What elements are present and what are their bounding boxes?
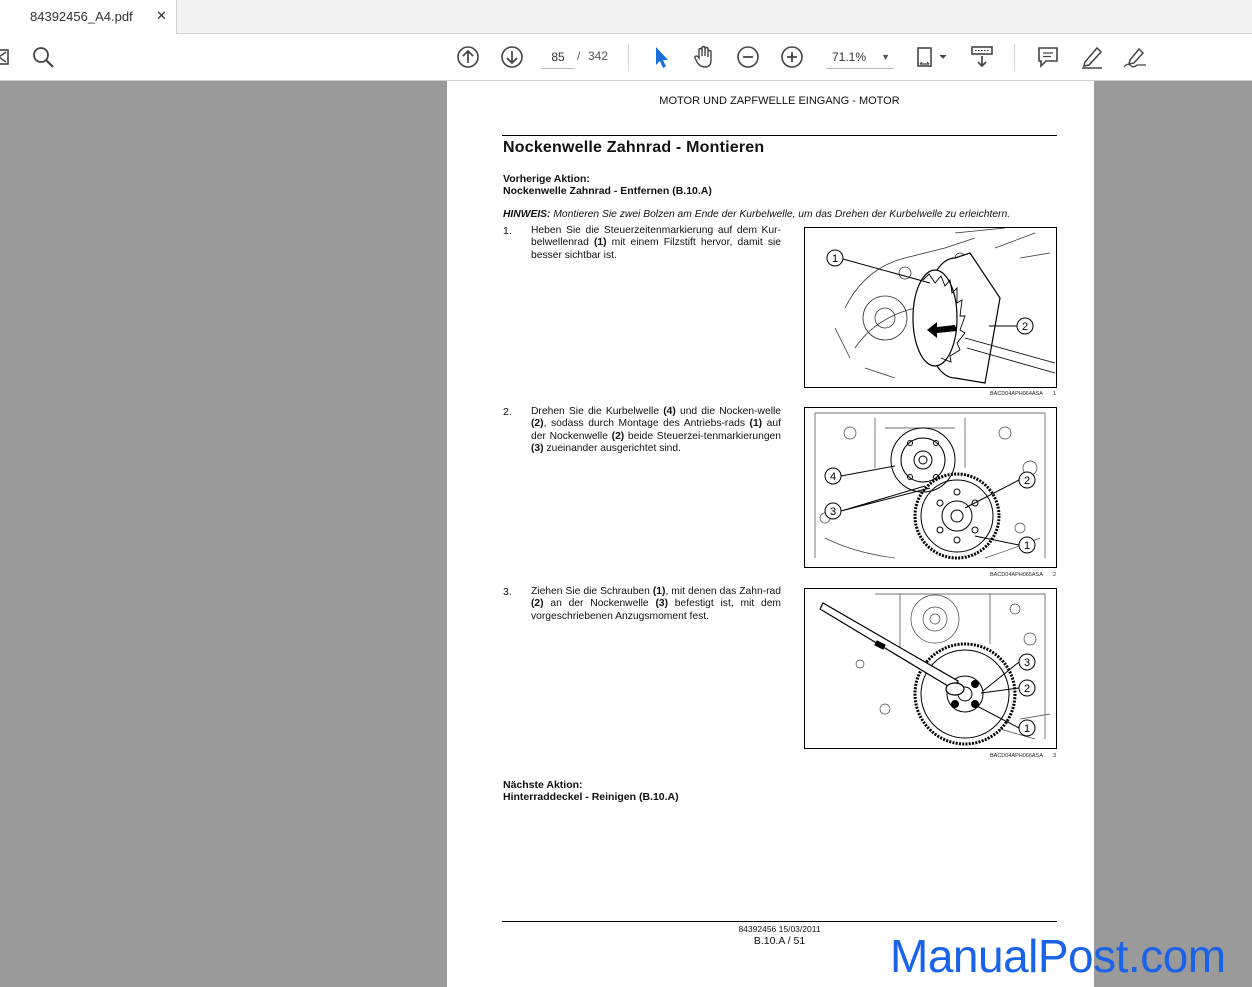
chevron-down-icon: ▼ (881, 52, 890, 62)
camshaft-gear-illustration (805, 228, 1056, 387)
figure-code: BACD04APH066ASA (990, 753, 1043, 759)
figure-callout: 1 (1023, 540, 1031, 552)
step-text-part: , sodass durch Montage des Antriebs-rads (543, 418, 750, 430)
step-text-part: mit einem Filzstift hervor, damit sie besser sichtbar ist. (531, 237, 781, 261)
step-text-part: zueinander ausgerichtet sind. (543, 443, 681, 455)
step-ref: (1) (652, 586, 666, 597)
previous-action-label: Vorherige Aktion: (503, 173, 590, 185)
toolbar-divider (1014, 44, 1015, 71)
zoom-out-icon[interactable] (735, 44, 761, 70)
step-number: 2. (503, 406, 512, 418)
footer-rule (502, 921, 1057, 922)
step-ref: (2) (611, 430, 625, 442)
running-header: MOTOR UND ZAPFWELLE EINGANG - MOTOR (659, 95, 900, 107)
step-text (531, 225, 781, 262)
note (503, 209, 1010, 220)
step-ref: (3) (531, 443, 544, 455)
figure-index: 2 (1053, 572, 1057, 578)
step-text-part: und die Nocken-welle (675, 406, 782, 417)
previous-action-link[interactable]: Nockenwelle Zahnrad - Entfernen (B.10.A) (503, 185, 712, 197)
step-ref: (4) (663, 406, 676, 417)
step-number: 1. (503, 225, 512, 237)
next-action-label: Nächste Aktion: (503, 779, 583, 791)
figure-callout: 1 (831, 253, 839, 265)
figure-code: BACD04APH065ASA (990, 572, 1043, 578)
select-cursor-icon[interactable] (648, 44, 674, 70)
page-fit-icon[interactable] (914, 44, 950, 70)
header-rule (502, 135, 1057, 136)
figure-callout: 3 (1023, 657, 1031, 669)
close-icon[interactable]: ✕ (156, 8, 167, 23)
step-ref: (3) (655, 598, 669, 610)
prev-page-icon[interactable] (455, 44, 481, 70)
search-icon[interactable] (30, 44, 56, 70)
note-text: Montieren Sie zwei Bolzen am Ende der Kurbelwelle, um das Drehen der Kurbelwelle zu erleichtern. (550, 209, 1011, 220)
step-text-part: Ziehen Sie die Schrauben (531, 586, 653, 597)
toolbar-divider (628, 44, 629, 71)
figure-callout: 2 (1023, 683, 1031, 695)
step-text (531, 586, 781, 623)
footer-page-ref: B.10.A / 51 (753, 935, 806, 947)
highlight-pen-icon[interactable] (1079, 44, 1105, 70)
document-page (447, 81, 1094, 987)
step-ref: (1) (593, 237, 607, 249)
torque-wrench-illustration (805, 589, 1056, 748)
next-page-icon[interactable] (499, 44, 525, 70)
step-text-part: Drehen Sie die Kurbelwelle (531, 406, 664, 417)
step-text-part: befestigt ist, mit dem vorgeschriebenen Anzugsmoment fest. (531, 598, 781, 622)
next-action-link[interactable]: Hinterraddeckel - Reinigen (B.10.A) (503, 791, 679, 803)
step-ref: (2) (531, 598, 544, 610)
step-ref: (1) (749, 418, 763, 430)
watermark: ManualPost.com (890, 930, 1226, 982)
comment-icon[interactable] (1035, 44, 1061, 70)
step-text (531, 406, 781, 456)
figure-callout: 2 (1021, 321, 1029, 333)
footer-doc-id: 84392456 15/03/2011 (738, 924, 821, 934)
step-text-part: auf der Nockenwelle (531, 418, 781, 442)
hand-tool-icon[interactable] (691, 44, 717, 70)
step-text-part: beide Steuerzei-tenmarkierungen (624, 430, 781, 442)
page-number-input[interactable]: 85 (541, 45, 575, 69)
step-ref: (2) (531, 418, 544, 430)
callout-1 (827, 250, 930, 283)
toolbar (0, 34, 1252, 81)
step-number: 3. (503, 586, 512, 598)
document-tab[interactable] (0, 0, 177, 34)
step-text-part: an der Nockenwelle (543, 598, 656, 610)
figure-index: 3 (1053, 753, 1057, 759)
tab-bar (0, 0, 1252, 34)
step-text-part: , mit denen das Zahn-rad (665, 586, 781, 597)
sign-icon[interactable] (1122, 44, 1148, 70)
figure-callout: 2 (1023, 475, 1031, 487)
sidebar-icon[interactable] (0, 44, 14, 70)
figure-image (804, 407, 1057, 568)
figure-callout: 3 (829, 506, 837, 518)
note-label: HINWEIS: (503, 209, 551, 220)
scroll-mode-icon[interactable] (969, 44, 995, 70)
page-separator: / (577, 49, 581, 63)
figure-code: BACD04APH064ASA (990, 391, 1043, 397)
figure-image (804, 588, 1057, 749)
figure-callout: 4 (829, 471, 837, 483)
zoom-value: 71.1% (832, 50, 867, 64)
timing-gears-illustration (805, 408, 1056, 567)
tab-title: 84392456_A4.pdf (30, 9, 133, 24)
figure-callout: 1 (1023, 723, 1031, 735)
figure-index: 1 (1053, 391, 1057, 397)
page-total: 342 (588, 49, 609, 63)
section-title: Nockenwelle Zahnrad - Montieren (503, 139, 765, 156)
step-text-part: Heben Sie die Steuerzeitenmarkierung auf dem Kur-belwellenrad (531, 225, 781, 249)
figure-image (804, 227, 1057, 388)
zoom-select[interactable] (826, 45, 894, 69)
zoom-in-icon[interactable] (779, 44, 805, 70)
